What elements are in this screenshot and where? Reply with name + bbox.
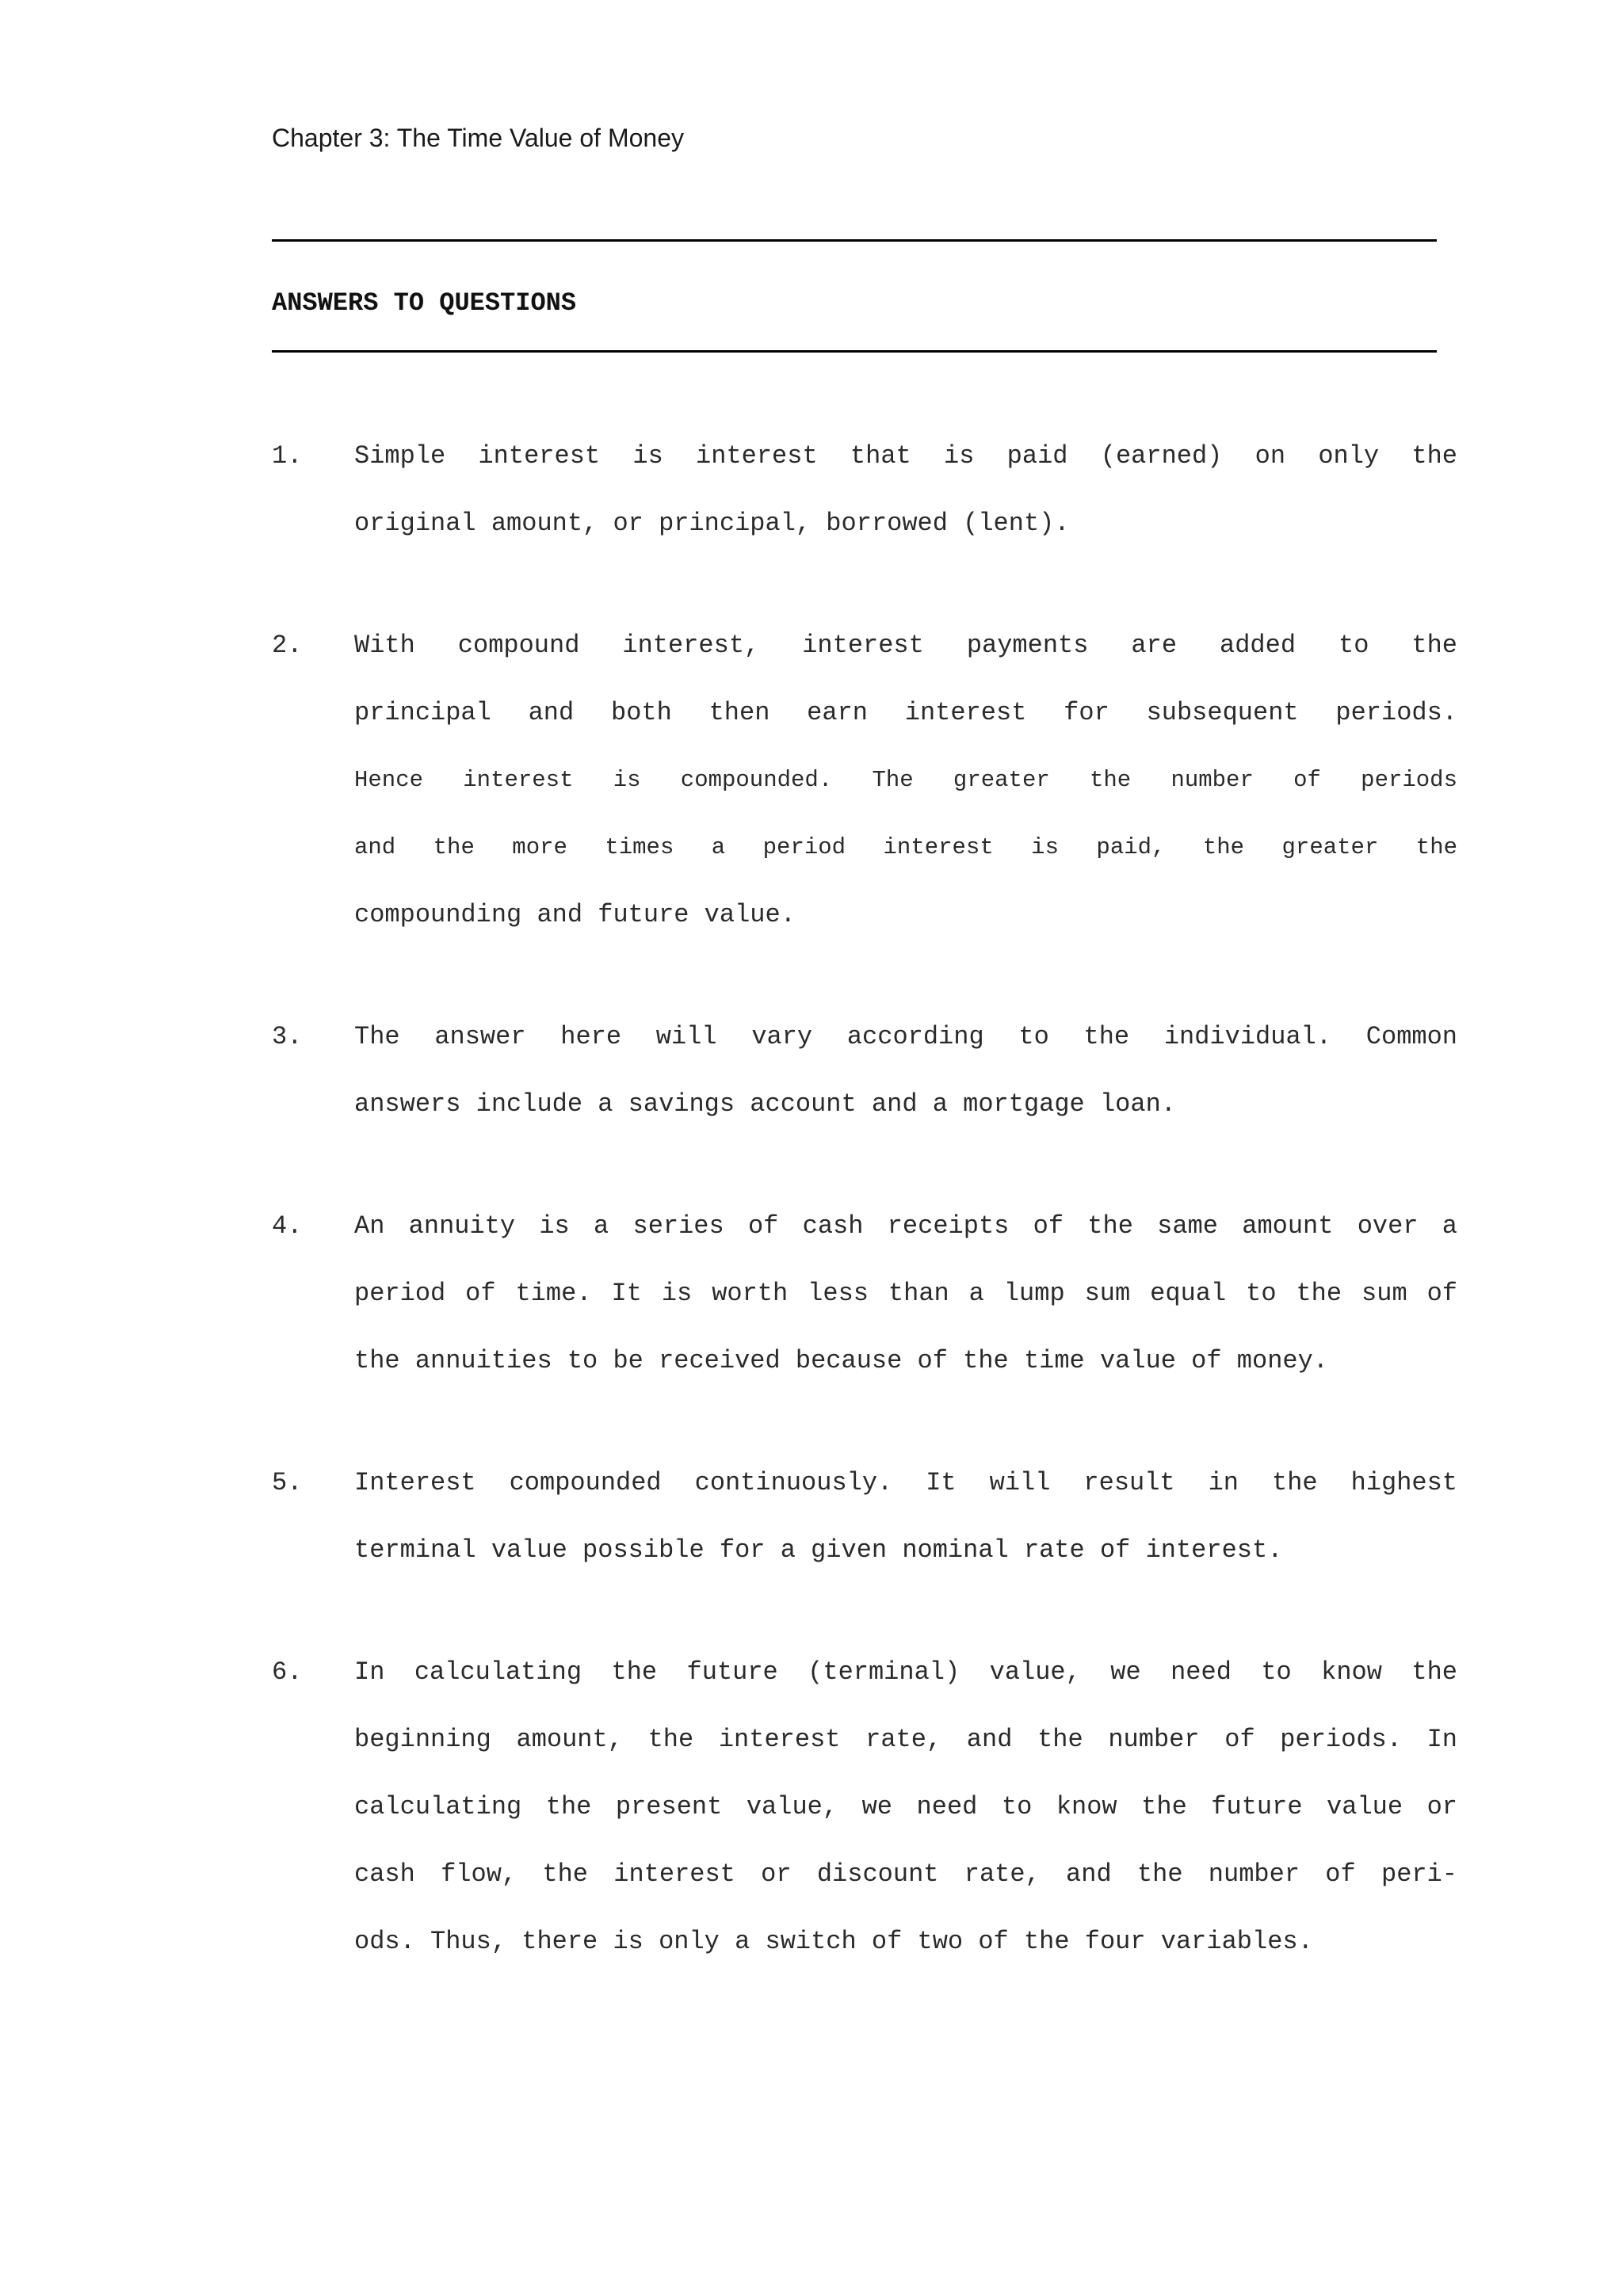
answer-item-4 — [272, 1192, 1457, 1394]
answers-list — [272, 422, 1457, 2030]
answer-number: 3. — [272, 1022, 303, 1051]
answer-item-5 — [272, 1449, 1457, 1584]
answer-line: compounding and future value. — [354, 900, 796, 929]
answer-number: 6. — [272, 1657, 303, 1687]
answer-line: principal and both then earn interest for subsequent periods. — [354, 698, 1457, 727]
section-title: ANSWERS TO QUESTIONS — [272, 288, 577, 318]
answer-line: Hence interest is compounded. The greater the number of periods — [354, 767, 1457, 793]
answer-number: 2. — [272, 631, 303, 660]
answer-line: answers include a savings account and a mortgage loan. — [354, 1089, 1176, 1119]
answer-line: An annuity is a series of cash receipts of the same amount over a — [354, 1211, 1457, 1241]
answer-number: 1. — [272, 441, 303, 471]
answer-line: Interest compounded continuously. It will result in the highest — [354, 1468, 1457, 1497]
answer-line: beginning amount, the interest rate, and the number of periods. In — [354, 1725, 1457, 1754]
answer-item-3 — [272, 1003, 1457, 1138]
top-rule — [272, 239, 1437, 242]
answer-line: ods. Thus, there is only a switch of two of the four variables. — [354, 1927, 1313, 1956]
answer-item-6 — [272, 1638, 1457, 1975]
answer-line: The answer here will vary according to the individual. Common — [354, 1022, 1457, 1051]
answer-line: terminal value possible for a given nominal rate of interest. — [354, 1535, 1283, 1565]
answer-line: period of time. It is worth less than a lump sum equal to the sum of — [354, 1279, 1457, 1308]
answer-line: original amount, or principal, borrowed (lent). — [354, 509, 1070, 538]
bottom-rule — [272, 350, 1437, 353]
answer-line: With compound interest, interest payments are added to the — [354, 631, 1457, 660]
answer-number: 4. — [272, 1211, 303, 1241]
answer-number: 5. — [272, 1468, 303, 1497]
answer-line: Simple interest is interest that is paid (earned) on only the — [354, 441, 1457, 471]
answer-line: and the more times a period interest is paid, the greater the — [354, 834, 1457, 860]
chapter-title: Chapter 3: The Time Value of Money — [272, 124, 684, 152]
answer-item-2 — [272, 612, 1457, 948]
answer-line: calculating the present value, we need to know the future value or — [354, 1792, 1457, 1821]
answer-line: In calculating the future (terminal) value, we need to know the — [354, 1657, 1457, 1687]
answer-line: the annuities to be received because of the time value of money. — [354, 1346, 1328, 1375]
answer-item-1 — [272, 422, 1457, 557]
answer-line: cash flow, the interest or discount rate, and the number of peri- — [354, 1859, 1457, 1889]
